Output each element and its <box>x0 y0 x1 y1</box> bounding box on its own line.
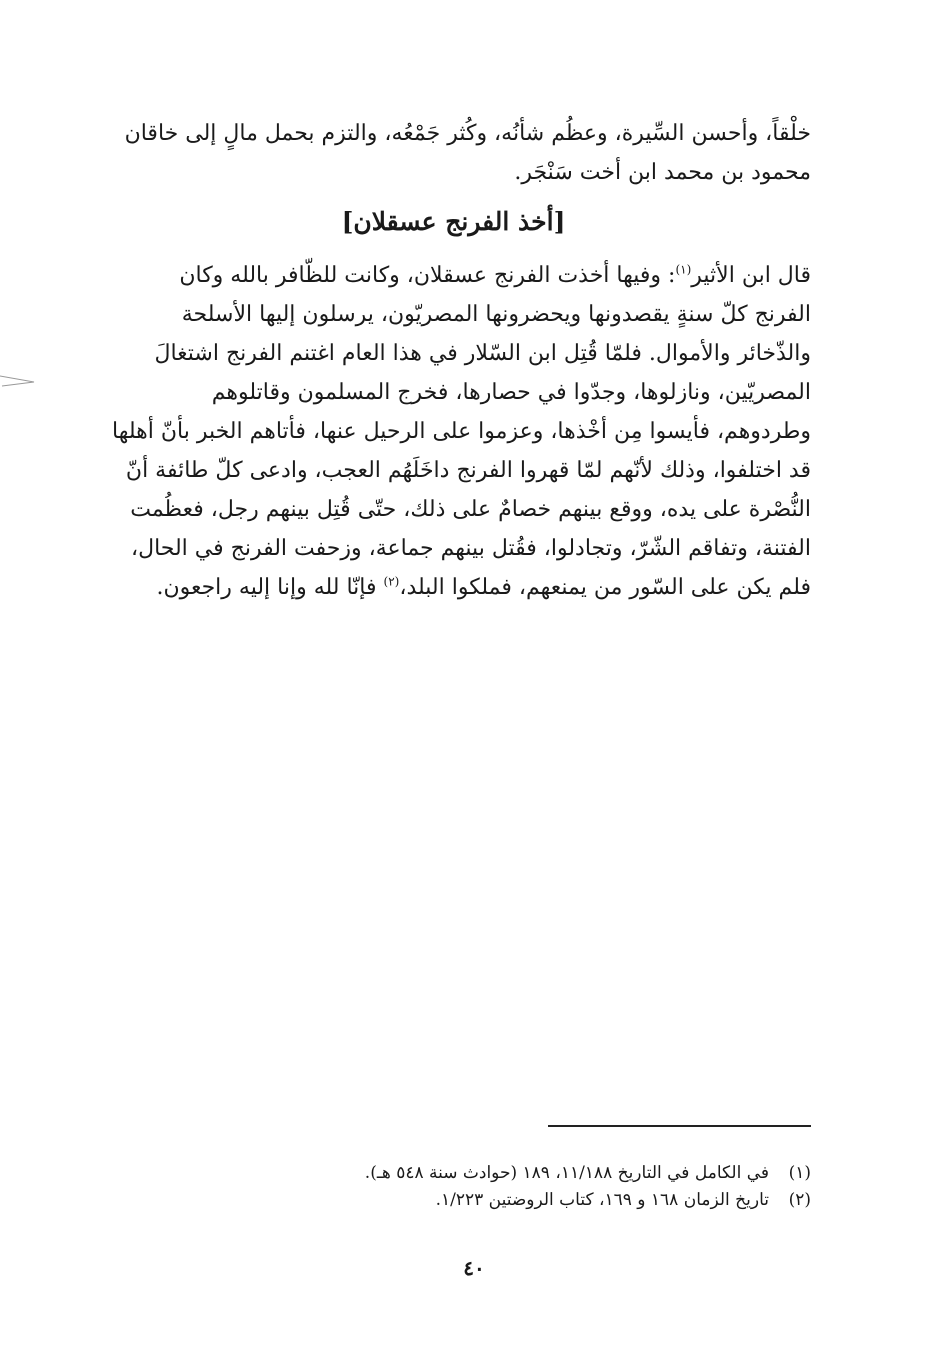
body-line: وطردوهم، فأيسوا مِن أخْذها، وعزموا على الرحيل عنها، فأتاهم الخبر بأنّ أهلها <box>112 419 811 444</box>
body-line: والذّخائر والأموال. فلمّا قُتِل ابن السّلار في هذا العام اغتنم الفرنج اشتغالَ <box>154 341 811 366</box>
body-text: فلم يكن على السّور من يمنعهم، فملكوا البلد، <box>399 575 811 600</box>
body-line: الفرنج كلّ سنةٍ يقصدونها ويحضرونها المصريّون، يرسلون إليها الأسلحة <box>181 302 811 327</box>
body-paragraph <box>96 256 811 607</box>
body-line: النُّصْرة على يده، ووقع بينهم خصامٌ على ذلك، حتّى قُتِل بينهم رجل، فعظُمت <box>130 497 811 522</box>
footnote-ref-2: (٢) <box>383 574 400 589</box>
body-line: قد اختلفوا، وذلك لأنّهم لمّا قهروا الفرنج داخَلَهُم العجب، وادعى كلّ طائفة أنّ <box>125 458 811 483</box>
body-line: الفتنة، وتفاقم الشّرّ، وتجادلوا، فقُتل بينهم جماعة، وزحفت الفرنج في الحال، <box>130 536 811 561</box>
footnotes <box>200 1160 811 1214</box>
body-line: المصريّين، ونازلوها، وجدّوا في حصارها، فخرج المسلمون وقاتلوهم <box>211 380 811 405</box>
body-text: فإنّا لله وإنا إليه راجعون. <box>156 575 384 600</box>
body-text: قال ابن الأثير <box>691 263 811 288</box>
footnote <box>200 1187 811 1214</box>
intro-line: محمود بن محمد ابن أخت سَنْجَر. <box>514 160 811 185</box>
body-line <box>96 256 811 295</box>
footnote-separator <box>548 1125 811 1127</box>
footnote <box>200 1160 811 1187</box>
footnote-number: (١) <box>788 1163 811 1183</box>
footnote-ref-1: (١) <box>675 262 692 277</box>
intro-paragraph <box>96 114 811 192</box>
body-line <box>96 568 811 607</box>
section-heading: [أخذ الفرنج عسقلان] <box>341 207 566 236</box>
page-number: ٤٠ <box>463 1256 485 1280</box>
scan-edge-mark <box>0 374 36 388</box>
intro-line: خلْقاً، وأحسن السِّيرة، وعظُم شأنُه، وكُثر جَمْعُه، والتزم بحمل مالٍ إلى خاقان <box>124 121 811 146</box>
footnote-number: (٢) <box>788 1190 811 1210</box>
body-text: : وفيها أخذت الفرنج عسقلان، وكانت للظّافر بالله وكان <box>179 263 676 288</box>
footnote-text: في الكامل في التاريخ ١١/١٨٨، ١٨٩ (حوادث سنة ٥٤٨ هـ). <box>364 1163 769 1183</box>
footnote-text: تاريخ الزمان ١٦٨ و ١٦٩، كتاب الروضتين ١/٢٢٣. <box>435 1190 769 1210</box>
